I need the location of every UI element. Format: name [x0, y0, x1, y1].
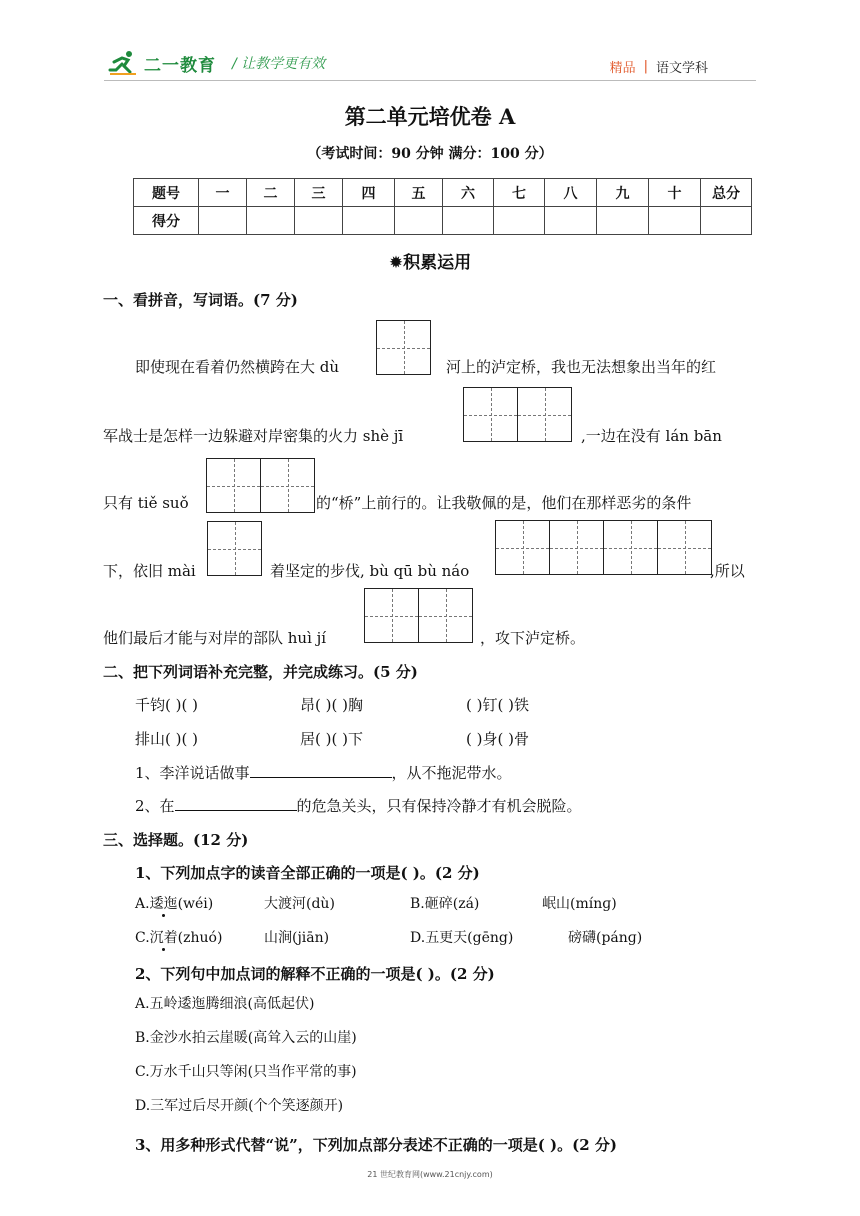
- q3-1-question: 1、下列加点字的读音全部正确的一项是( )。(2 分): [135, 864, 480, 882]
- score-header-cell: 总分: [701, 179, 752, 207]
- score-header-cell: 八: [545, 179, 597, 207]
- q3-1-option-c[interactable]: [135, 927, 222, 947]
- score-input-cell[interactable]: [545, 207, 597, 235]
- slogan: / 让教学更有效: [232, 56, 326, 72]
- q1-text: ,一边在没有 lán bān: [581, 427, 722, 445]
- q3-2-question: 2、下列句中加点词的解释不正确的一项是( )。(2 分): [135, 965, 495, 983]
- grid-cell[interactable]: [518, 388, 571, 441]
- q3-3-question: 3、用多种形式代替“说”，下列加点部分表述不正确的一项是( )。(2 分): [135, 1136, 617, 1154]
- exam-info: （考试时间：90 分钟 满分：100 分）: [307, 146, 553, 162]
- q1-text: 的“桥”上前行的。让我敬佩的是，他们在那样恶劣的条件: [316, 494, 692, 512]
- idiom-blank[interactable]: 排山( )( ): [135, 730, 198, 748]
- q1-text: 着坚定的步伐, bù qū bù náo: [270, 562, 470, 580]
- q1-text: 他们最后才能与对岸的部队 huì jí: [103, 629, 327, 647]
- header-right: [610, 57, 708, 76]
- score-input-cell[interactable]: [343, 207, 395, 235]
- sentence-text: ，从不拖泥带水。: [391, 764, 512, 782]
- q3-1-option-a[interactable]: [135, 893, 213, 913]
- score-input-cell[interactable]: [443, 207, 494, 235]
- score-table: [133, 178, 752, 235]
- page-footer: 21 世纪教育网(www.21cnjy.com): [367, 1170, 493, 1179]
- q1-text: 只有 tiě suǒ: [103, 494, 189, 512]
- q1-text: ，攻下泸定桥。: [480, 629, 586, 647]
- score-header-cell: 四: [343, 179, 395, 207]
- option-letter: A.: [135, 896, 150, 912]
- q3-2-option-c[interactable]: C.万水千山只等闲(只当作平常的事): [135, 1064, 357, 1080]
- q1-text: 即使现在看着仍然横跨在大 dù: [135, 358, 340, 376]
- score-header-cell: 二: [247, 179, 295, 207]
- header-separator: |: [643, 59, 648, 74]
- sentence-text: 2、在: [135, 797, 175, 815]
- score-header-cell: 七: [494, 179, 545, 207]
- brand-name: 二一教育: [144, 55, 216, 76]
- q3-1-option-d2[interactable]: 磅礴(pánɡ): [568, 930, 643, 946]
- idiom-blank[interactable]: ( )钉( )铁: [466, 696, 529, 714]
- grid-cell[interactable]: [207, 459, 261, 512]
- q1-text: 河上的泸定桥，我也无法想象出当年的红: [446, 358, 717, 376]
- idiom-blank[interactable]: 昂( )( )胸: [300, 696, 363, 714]
- q3-1-option-c2[interactable]: 山涧(jiān): [264, 930, 330, 946]
- score-row-label: 得分: [134, 207, 199, 235]
- q3-1-option-b[interactable]: [410, 893, 479, 913]
- q3-2-option-b[interactable]: B.金沙水拍云崖暖(高耸入云的山崖): [135, 1030, 357, 1046]
- q3-2-option-a[interactable]: A.五岭逶迤腾细浪(高低起伏): [135, 996, 315, 1012]
- brand-header: [108, 50, 325, 76]
- grid-cell[interactable]: [208, 522, 261, 575]
- q3-title: 三、选择题。(12 分): [103, 831, 249, 849]
- score-input-cell[interactable]: [649, 207, 701, 235]
- quality-tag: 精品: [609, 61, 636, 76]
- writing-grid[interactable]: [207, 521, 262, 576]
- grid-cell[interactable]: [658, 521, 711, 574]
- section-title: ✹积累运用: [388, 253, 472, 273]
- grid-cell[interactable]: [419, 589, 472, 642]
- writing-grid[interactable]: [463, 387, 572, 442]
- score-header-cell: 十: [649, 179, 701, 207]
- q3-2-option-d[interactable]: D.三军过后尽开颜(个个笑逐颜开): [135, 1098, 344, 1114]
- q1-text: ,所以: [710, 562, 745, 580]
- score-input-cell[interactable]: [199, 207, 247, 235]
- score-header-cell: 题号: [134, 179, 199, 207]
- score-input-cell[interactable]: [494, 207, 545, 235]
- idiom-blank[interactable]: ( )身( )骨: [466, 730, 529, 748]
- score-header-cell: 五: [395, 179, 443, 207]
- dotted-word: 沉着: [149, 930, 178, 946]
- q1-text: 下，依旧 mài: [103, 562, 196, 580]
- sentence-text: 1、李洋说话做事: [135, 764, 250, 782]
- dotted-word: 逶迤: [149, 896, 178, 912]
- q2-sentence-2: [135, 795, 582, 816]
- q2-sentence-1: [135, 762, 512, 783]
- grid-cell[interactable]: [550, 521, 604, 574]
- sentence-text: 的危急关头，只有保持冷静才有机会脱险。: [296, 797, 582, 815]
- runner-logo-icon: [108, 50, 138, 76]
- score-table-header-row: [134, 179, 752, 207]
- score-input-cell[interactable]: [395, 207, 443, 235]
- page-title: 第二单元培优卷 A: [344, 104, 516, 129]
- score-header-cell: 六: [443, 179, 494, 207]
- score-header-cell: 三: [295, 179, 343, 207]
- q1-text: 军战士是怎样一边躲避对岸密集的火力 shè jī: [103, 427, 404, 445]
- grid-cell[interactable]: [261, 459, 314, 512]
- subject-label: 语文学科: [655, 61, 708, 76]
- writing-grid[interactable]: [376, 320, 431, 375]
- grid-cell[interactable]: [377, 321, 430, 374]
- score-input-cell[interactable]: [295, 207, 343, 235]
- q1-title: 一、看拼音，写词语。(7 分): [103, 291, 298, 309]
- grid-cell[interactable]: [464, 388, 518, 441]
- grid-cell[interactable]: [365, 589, 419, 642]
- writing-grid[interactable]: [495, 520, 712, 575]
- header-divider: [104, 80, 756, 81]
- q3-1-option-a2[interactable]: 大渡河(dù): [264, 896, 335, 912]
- idiom-blank[interactable]: 居( )( )下: [300, 730, 363, 748]
- writing-grid[interactable]: [206, 458, 315, 513]
- q2-title: 二、把下列词语补充完整，并完成练习。(5 分): [103, 663, 418, 681]
- score-table-row: [134, 207, 752, 235]
- score-header-cell: 九: [597, 179, 649, 207]
- option-word: 砸碎(zá): [424, 896, 480, 912]
- grid-cell[interactable]: [496, 521, 550, 574]
- writing-grid[interactable]: [364, 588, 473, 643]
- option-word: 五更天(gēng): [425, 930, 514, 946]
- score-header-cell: 一: [199, 179, 247, 207]
- score-input-cell[interactable]: [597, 207, 649, 235]
- pinyin: (zhuó): [177, 930, 223, 946]
- q3-1-option-b2[interactable]: 岷山(mínɡ): [542, 896, 617, 912]
- answer-blank[interactable]: [175, 796, 297, 811]
- idiom-blank[interactable]: 千钧( )( ): [135, 696, 198, 714]
- score-input-cell[interactable]: [247, 207, 295, 235]
- answer-blank[interactable]: [250, 763, 392, 778]
- option-letter: C.: [135, 930, 150, 946]
- option-letter: B.: [410, 896, 425, 912]
- pinyin: (wéi): [177, 896, 214, 912]
- option-letter: D.: [410, 930, 426, 946]
- grid-cell[interactable]: [604, 521, 658, 574]
- q3-1-option-d[interactable]: [410, 927, 513, 947]
- score-input-cell[interactable]: [701, 207, 752, 235]
